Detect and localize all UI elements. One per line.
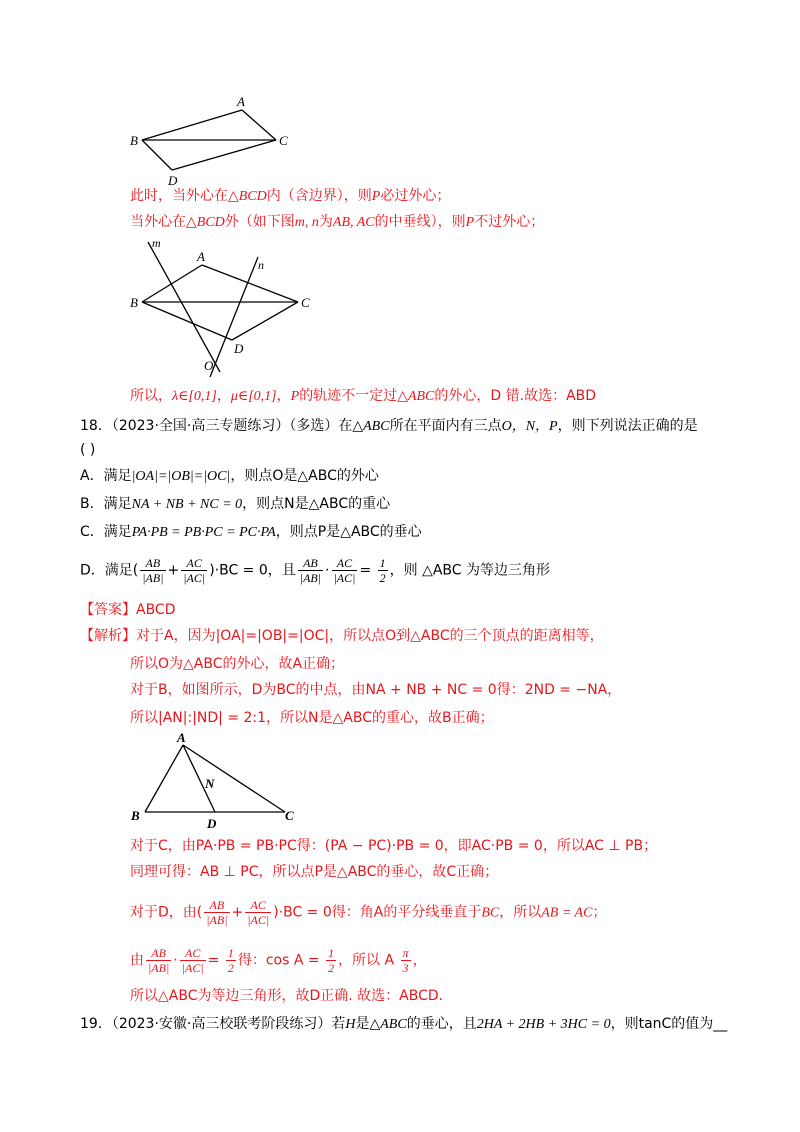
label-D: D [207,816,217,830]
label-C: C [279,133,288,148]
label-N: N [205,776,215,791]
figure-triangle-centroid [125,730,305,830]
label-B: B [130,295,138,310]
label-B: B [130,133,138,148]
solution-line-2: 当外心在△BCD外（如下图m, n为AB, AC的中垂线），则P不过外心； [130,214,545,230]
label-D: D [234,341,244,356]
question-19-stem: 19．（2023·安徽·高三校联考阶段练习）若H是△ABC的垂心，且2HA + 2HB + 3HC = 0，则tanC的值为__ [80,1016,728,1032]
option-b: B．满足NA + NB + NC = 0，则点N是△ABC的重心 [80,496,391,512]
figure-quadrilateral-abcd [120,90,300,190]
label-A: A [237,94,245,109]
analysis-line-3: 对于B，如图所示，D为BC的中点，由NA + NB + NC = 0得：2ND = −NA， [130,682,622,698]
label-n: n [258,258,264,272]
label-C: C [285,808,294,823]
answer-line: 【答案】ABCD [80,602,176,618]
label-A: A [197,249,205,264]
label-D: D [168,173,178,188]
label-C: C [301,295,310,310]
label-B: B [131,808,140,823]
figure-perpendicular-bisectors [120,232,320,382]
label-m: m [152,236,161,250]
question-18-stem: 18．（2023·全国·高三专题练习）（多选）在△ABC所在平面内有三点O，N，P，则下列说法正确的是 [80,418,698,434]
analysis-line-9: 所以△ABC为等边三角形，故D正确. 故选：ABCD. [130,988,444,1004]
analysis-line-8: 由 $\frac{AB}{|AB|}$ · $\frac{AC}{|AC|}$ = $\frac{1}{2}$ 得：cos A = $\frac{1}{2}$ ，所以 A $\frac{\pi}{3}$ ， [130,946,427,975]
option-d: D．满足( $\frac{AB}{|AB|}$ + $\frac{AC}{|AC|}$ )·BC = 0，且 $\frac{AB}{|AB|}$ · $\frac{AC}{|AC|}$ = $\frac{1}{2}$ ，则 △ABC 为等边三角形 [80,556,551,585]
analysis-line-1: 【解析】对于A，因为|OA|=|OB|=|OC|，所以点O到△ABC的三个顶点的距离相等， [80,628,604,644]
option-a: A．满足|OA|=|OB|=|OC|，则点O是△ABC的外心 [80,468,379,484]
analysis-line-5: 对于C，由PA·PB = PB·PC得：(PA − PC)·PB = 0，即AC·PB = 0，所以AC ⊥ PB； [130,838,658,854]
analysis-line-6: 同理可得：AB ⊥ PC，所以点P是△ABC的垂心，故C正确； [130,864,499,880]
question-18-paren: ( ) [80,442,96,458]
label-O: O [204,358,214,373]
analysis-line-7: 对于D，由( $\frac{AB}{|AB|}$ + $\frac{AC}{|AC|}$ )·BC = 0得：角A的平分线垂直于BC，所以AB = AC； [130,898,607,927]
analysis-line-4: 所以|AN|:|ND| = 2:1，所以N是△ABC的重心，故B正确； [130,710,494,726]
solution-line-3: 所以，λ∈[0,1]，μ∈[0,1]，P的轨迹不一定过△ABC的外心，D 错.故选：ABD [130,388,597,404]
solution-line-1: 此时，当外心在△BCD内（含边界），则P必过外心； [130,188,451,204]
analysis-line-2: 所以O为△ABC的外心，故A正确； [130,656,345,672]
label-A: A [177,730,186,745]
option-c: C．满足PA·PB = PB·PC = PC·PA，则点P是△ABC的垂心 [80,524,422,540]
